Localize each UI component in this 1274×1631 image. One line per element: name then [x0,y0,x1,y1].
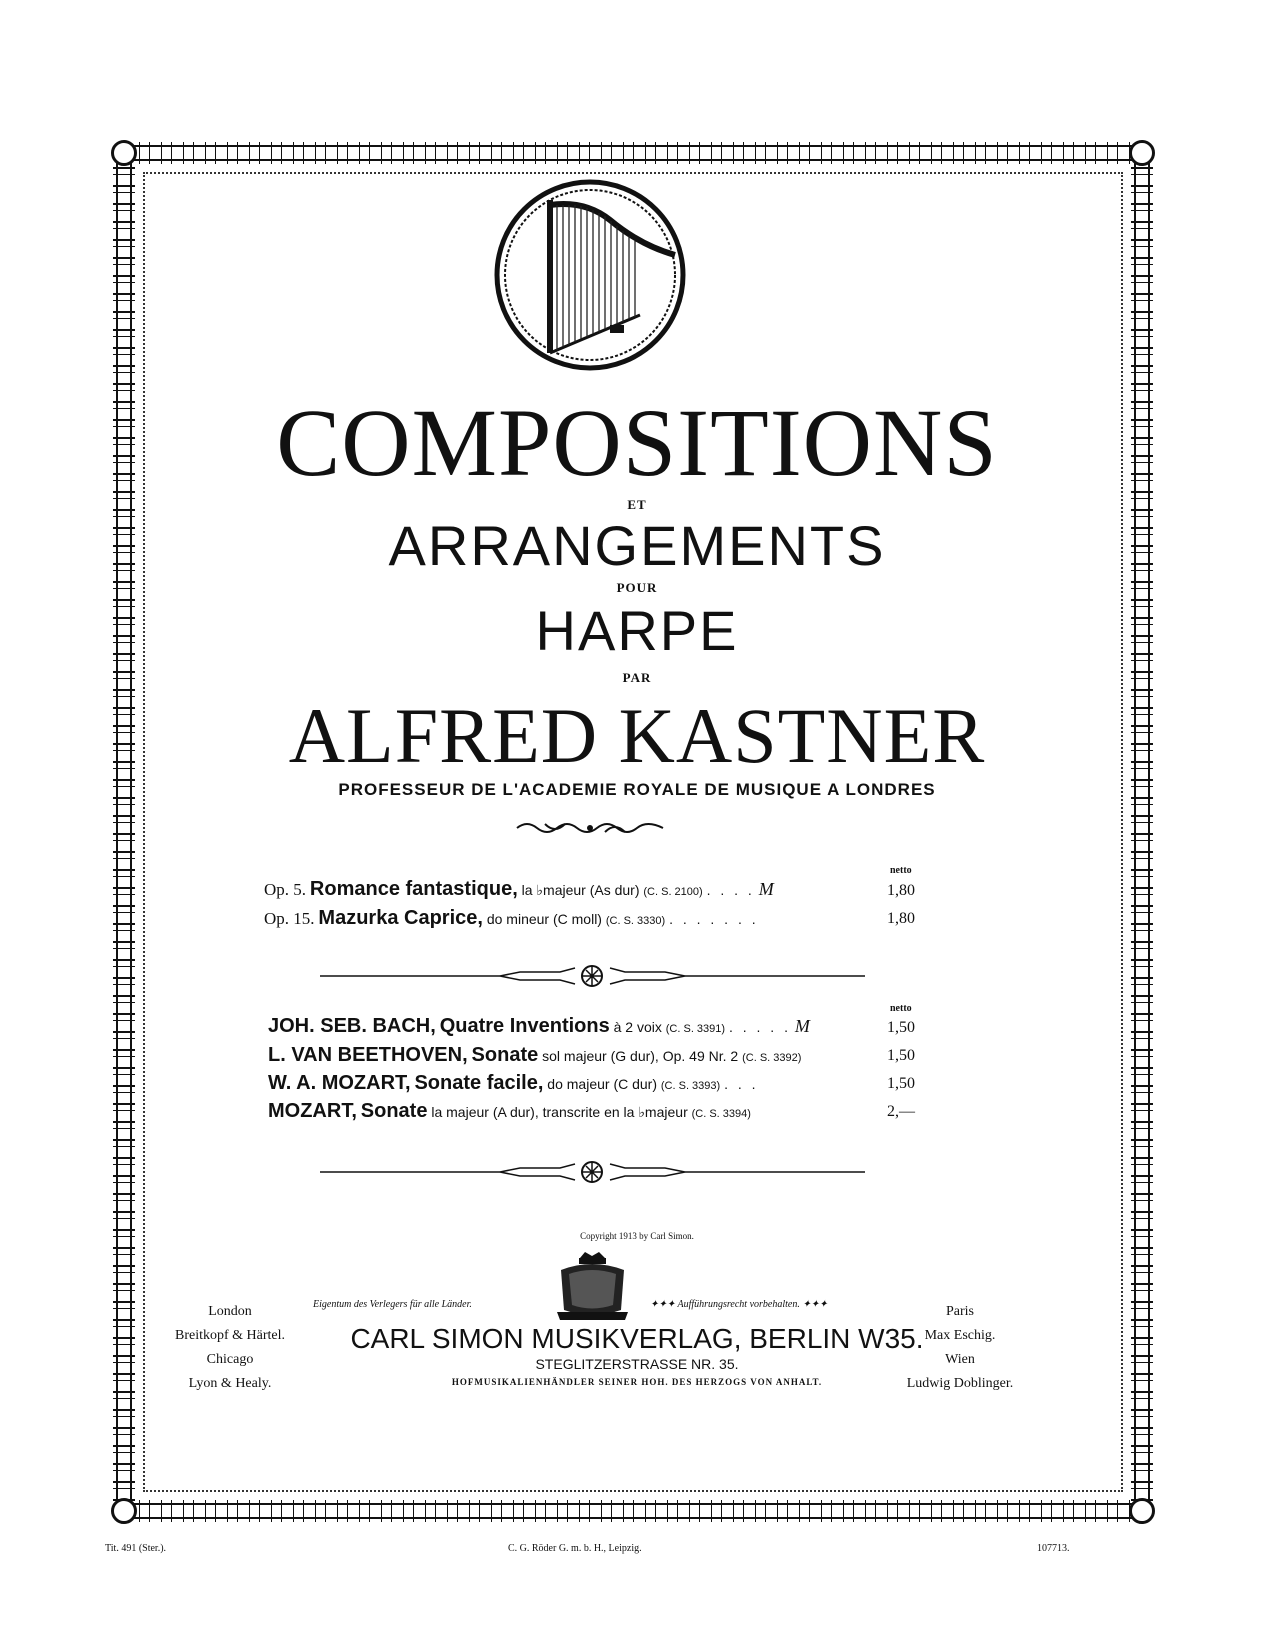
work-key: sol majeur (G dur), Op. 49 Nr. 2 [542,1048,739,1064]
work-key: la ♭majeur (As dur) [521,882,640,898]
flourish-ornament-icon [515,818,665,838]
title-pour: POUR [616,580,658,595]
work-row [268,1072,759,1095]
title-par: PAR [622,670,652,685]
work-key: à 2 voix [613,1019,662,1035]
work-row [268,1044,801,1067]
agent-city: Wien [945,1352,975,1367]
composer-name: JOH. SEB. BACH, [268,1015,436,1037]
rights-notice: ✦✦✦ Aufführungsrecht vorbehalten. ✦✦✦ [650,1299,828,1310]
work-title: Sonate [471,1044,539,1066]
corner-ornament [111,140,137,166]
title-et: ET [627,497,647,512]
catalog-number: (C. S. 3392) [742,1052,802,1064]
work-title: Sonate [360,1100,428,1122]
ornamental-divider-icon [320,964,865,988]
agent-name: Max Eschig. [924,1328,996,1343]
work-title: Romance fantastique, [309,878,518,900]
publisher-name: CARL SIMON MUSIKVERLAG, BERLIN W35. [350,1323,924,1354]
work-row [268,1100,751,1123]
work-key: do mineur (C moll) [486,911,602,927]
footer-plate-number: Tit. 491 (Ster.). [105,1543,167,1554]
work-row [268,1015,810,1038]
work-row [264,907,759,930]
border-left [113,162,135,1502]
catalog-number: (C. S. 2100) [643,886,703,898]
border-right [1131,162,1153,1502]
work-price: 1,80 [887,910,915,927]
footer-edition-number: 107713. [1037,1543,1070,1554]
agent-name: Lyon & Healy. [188,1376,272,1391]
work-price: 2,— [887,1103,915,1120]
court-supplier-notice: HOFMUSIKALIENHÄNDLER SEINER HOH. DES HERZOGS VON ANHALT. [451,1377,823,1387]
corner-ornament [1129,1498,1155,1524]
publisher-address: STEGLITZERSTRASSE NR. 35. [535,1356,739,1372]
royal-crest-icon [555,1250,630,1322]
composer-name: L. VAN BEETHOVEN, [268,1044,468,1066]
leader-dots: . . . [724,1076,759,1092]
title-harpe: HARPE [535,599,739,662]
catalog-number: (C. S. 3330) [605,915,666,927]
catalog-number: (C. S. 3394) [691,1108,751,1120]
leader-dots: . . . . . [728,1019,791,1035]
currency-mark: M [758,879,774,899]
work-price: 1,50 [887,1047,915,1064]
composer-name: W. A. MOZART, [268,1072,411,1094]
leader-dots: . . . . [706,882,755,898]
work-title: Mazurka Caprice, [318,907,483,929]
leader-dots: . . . . . . . [669,911,759,927]
work-title: Sonate facile, [414,1072,544,1094]
work-key: do majeur (C dur) [547,1076,657,1092]
currency-mark: M [794,1016,810,1036]
author-title: PROFESSEUR DE L'ACADEMIE ROYALE DE MUSIQUE A LONDRES [338,780,936,799]
agent-name: Breitkopf & Härtel. [174,1328,286,1343]
catalog-number: (C. S. 3393) [660,1080,721,1092]
work-price: 1,50 [887,1075,915,1092]
catalog-number: (C. S. 3391) [665,1023,726,1035]
agent-city: Chicago [206,1352,254,1367]
agent-name: Ludwig Doblinger. [906,1376,1014,1391]
opus-number: Op. 15. [264,909,315,928]
work-price: 1,80 [887,882,915,899]
corner-ornament [1129,140,1155,166]
border-bottom [133,1500,1133,1522]
netto-label: netto [890,865,912,876]
corner-ornament [111,1498,137,1524]
agent-city: London [208,1304,252,1319]
border-top [133,142,1133,164]
title-arrangements: ARRANGEMENTS [388,514,886,577]
author-name: ALFRED KASTNER [288,692,986,779]
ownership-notice: Eigentum des Verlegers für alle Länder. [313,1299,472,1310]
ornamental-divider-icon [320,1160,865,1184]
work-row [264,878,774,901]
footer-printer: C. G. Röder G. m. b. H., Leipzig. [508,1543,642,1554]
work-key: la majeur (A dur), transcrite en la ♭majeur [431,1104,688,1120]
work-title: Quatre Inventions [439,1015,610,1037]
harp-emblem-icon [490,175,690,375]
copyright-notice: Copyright 1913 by Carl Simon. [580,1231,694,1241]
title-compositions: COMPOSITIONS [276,389,998,496]
agent-city: Paris [946,1304,974,1319]
composer-name: MOZART, [268,1100,357,1122]
netto-label: netto [890,1003,912,1014]
opus-number: Op. 5. [264,880,307,899]
work-price: 1,50 [887,1019,915,1036]
